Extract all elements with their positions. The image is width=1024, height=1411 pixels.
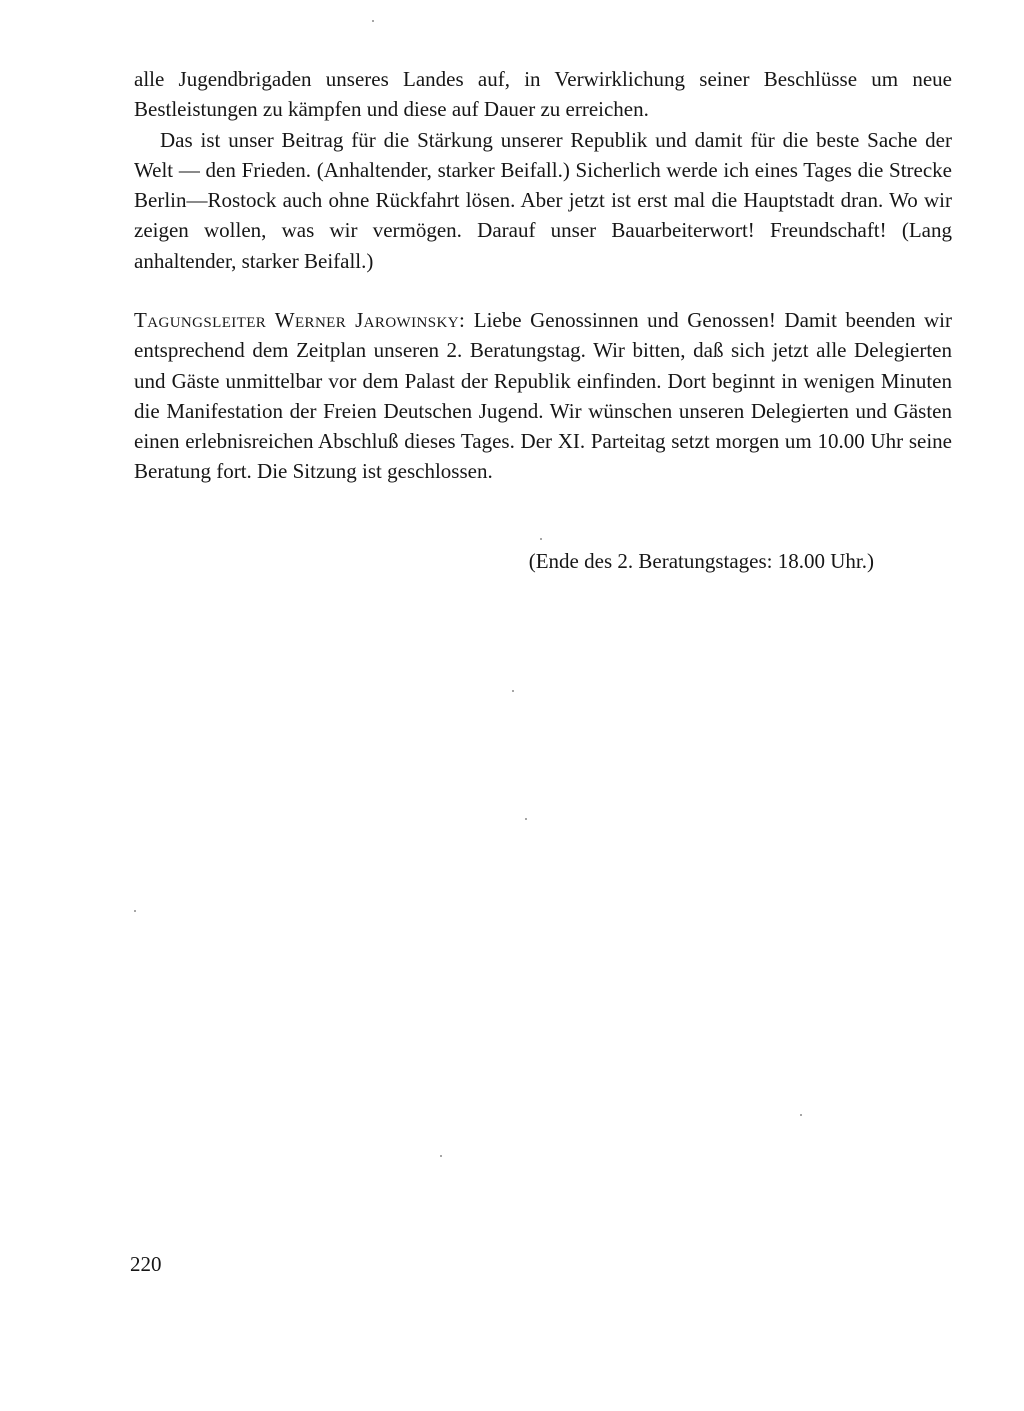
speaker-text: Liebe Genossinnen und Genossen! Damit beenden wir entsprechend dem Zeitplan unseren 2. Beratungstag. Wir bitten, daß sich jetzt alle Delegierten und Gäste unmittelbar vor dem Palast der Republik einfinden. Dort beginnt in wenigen Minuten die Manifestation der Freien Deutschen Jugend. Wir wünschen unseren Delegierten und Gästen einen erlebnisreichen Abschluß dieses Tages. Der XI. Parteitag setzt morgen um 10.00 Uhr seine Beratung fort. Die Sitzung ist geschlossen.	[134, 308, 952, 484]
print-speck	[134, 910, 136, 912]
session-end-note: (Ende des 2. Beratungstages: 18.00 Uhr.)	[528, 549, 874, 573]
print-speck	[540, 538, 542, 540]
print-speck	[800, 1114, 802, 1116]
chair-paragraph	[134, 305, 952, 487]
print-speck	[372, 20, 374, 22]
chair-statement	[134, 305, 952, 487]
speech-continuation	[134, 64, 952, 276]
paragraph-beitrag: Das ist unser Beitrag für die Stärkung unserer Republik und damit für die beste Sache der Welt — den Frieden. (Anhaltender, starker Beifall.) Sicherlich werde ich eines Tages die Strecke Berlin—Rostock auch ohne Rückfahrt lösen. Aber jetzt ist erst mal die Hauptstadt dran. Wo wir zeigen wollen, was wir vermögen. Darauf unser Bauarbeiterwort! Freundschaft! (Lang anhaltender, starker Beifall.)	[134, 127, 952, 273]
print-speck	[525, 818, 527, 820]
print-speck	[512, 690, 514, 692]
paragraph-continuation: alle Jugendbrigaden unseres Landes auf, in Verwirklichung seiner Beschlüsse um neue Bestleistungen zu kämpfen und diese auf Dauer zu erreichen.	[134, 67, 952, 122]
print-speck	[440, 1155, 442, 1157]
page-number: 220	[130, 1252, 162, 1276]
speaker-label: Tagungsleiter Werner Jarowinsky:	[134, 308, 466, 332]
